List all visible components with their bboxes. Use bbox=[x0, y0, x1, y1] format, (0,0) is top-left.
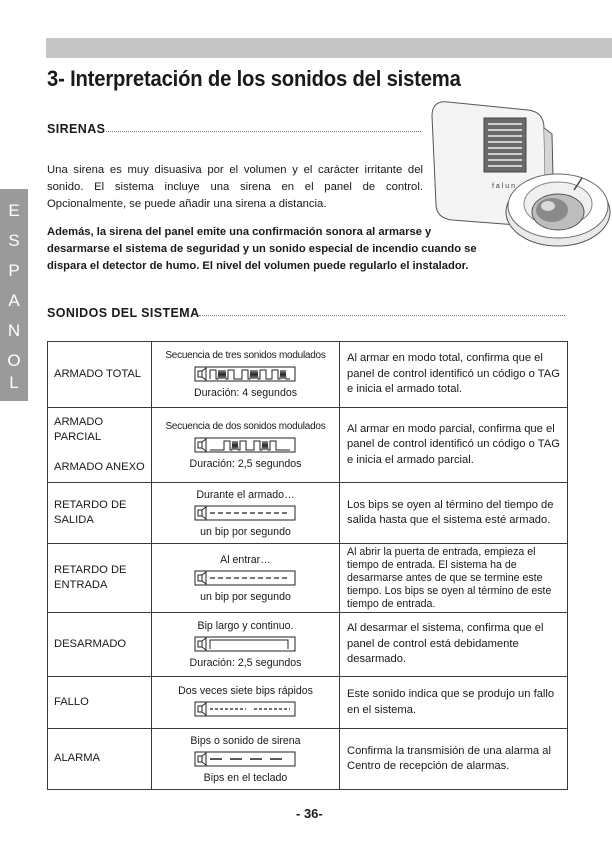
sirenas-paragraph-bold: Además, la sirena del panel emite una confirmación sonora al armarse y desarmarse el sistema de seguridad y un sonido especial de incendio cuando se dispara el detector de humo. El nivel del volumen puede regularlo el instalador. bbox=[47, 226, 477, 272]
table-row bbox=[48, 729, 568, 790]
table-row bbox=[48, 544, 568, 613]
table-row bbox=[48, 613, 568, 677]
sound-pattern-caption: Dos veces siete bips rápidos bbox=[178, 685, 313, 697]
system-sounds-table bbox=[47, 341, 568, 790]
side-tab-letter: O bbox=[7, 351, 21, 370]
sound-mode: ALARMA bbox=[48, 729, 152, 790]
sound-pattern-caption: Secuencia de tres sonidos modulados bbox=[165, 350, 326, 361]
sirenas-leader-dots bbox=[106, 131, 421, 132]
sound-pattern-duration: Duración: 2,5 segundos bbox=[189, 457, 302, 470]
sound-mode: RETARDO DE SALIDA bbox=[48, 483, 152, 544]
sound-mode-secondary: ARMADO ANEXO bbox=[54, 460, 145, 473]
page-number: - 36- bbox=[296, 806, 323, 821]
sound-pattern-caption: Bip largo y continuo. bbox=[197, 620, 294, 632]
side-tab-letter: L bbox=[9, 373, 19, 392]
sound-pattern-rate: un bip por segundo bbox=[200, 590, 291, 603]
speaker-siren-icon bbox=[194, 750, 298, 768]
sound-description: Confirma la transmisión de una alarma al Centro de recepción de alarmas. bbox=[340, 729, 568, 790]
remote-siren bbox=[506, 174, 610, 246]
sound-pattern-duration: Duración: 2,5 segundos bbox=[189, 657, 302, 669]
sound-pattern-cell bbox=[152, 613, 340, 677]
sound-mode: RETARDO DE ENTRADA bbox=[48, 544, 152, 613]
language-side-tab bbox=[0, 189, 28, 401]
sound-description: Al armar en modo parcial, confirma que el panel de control identificó un código o TAG e inicia el armado parcial. bbox=[340, 408, 568, 483]
sound-mode: ARMADO PARCIAL bbox=[54, 415, 104, 444]
table-row bbox=[48, 677, 568, 729]
sound-description: Al abrir la puerta de entrada, empieza el tiempo de entrada. El sistema ha de desarmarse antes de que se termine este tiempo. Los bips se oyen al término de este tiempo de entrada. bbox=[340, 544, 568, 613]
sound-pattern-rate: un bip por segundo bbox=[200, 525, 291, 538]
sonidos-leader-dots bbox=[199, 315, 565, 316]
sound-description: Al armar en modo total, confirma que el panel de control identificó un código o TAG e inicia el armado total. bbox=[340, 342, 568, 408]
table-row bbox=[48, 408, 568, 483]
header-bar bbox=[46, 38, 612, 58]
side-tab-letter: E bbox=[8, 201, 20, 220]
speaker-fast-beeps-icon bbox=[194, 700, 298, 718]
sound-mode-cell bbox=[48, 408, 152, 483]
speaker-waveform-icon bbox=[194, 365, 298, 383]
sound-mode: DESARMADO bbox=[48, 613, 152, 677]
side-tab-letter: S bbox=[8, 231, 20, 250]
table-row bbox=[48, 342, 568, 408]
speaker-beep-icon bbox=[194, 504, 298, 522]
speaker-continuous-icon bbox=[194, 635, 298, 653]
page-title: 3- Interpretación de los sonidos del sistema bbox=[47, 66, 461, 91]
sound-pattern-caption: Al entrar… bbox=[220, 553, 271, 566]
sound-mode: FALLO bbox=[48, 677, 152, 729]
sound-pattern-caption: Bips o sonido de sirena bbox=[190, 734, 301, 747]
sound-pattern-cell bbox=[152, 677, 340, 729]
sound-pattern-cell bbox=[152, 408, 340, 483]
sound-mode: ARMADO TOTAL bbox=[48, 342, 152, 408]
sound-pattern-cell bbox=[152, 544, 340, 613]
sound-description: Este sonido indica que se produjo un fallo en el sistema. bbox=[340, 677, 568, 729]
sound-description: Los bips se oyen al término del tiempo de salida hasta que el sistema esté armado. bbox=[340, 483, 568, 544]
sound-pattern-cell bbox=[152, 483, 340, 544]
table-row bbox=[48, 483, 568, 544]
panel-brand-text: f a l u n bbox=[492, 183, 515, 190]
sound-pattern-caption: Durante el armado… bbox=[196, 488, 295, 501]
side-tab-letter: N bbox=[7, 321, 21, 340]
speaker-waveform-icon bbox=[194, 436, 298, 454]
speaker-beep-icon bbox=[194, 569, 298, 587]
sound-pattern-caption: Secuencia de dos sonidos modulados bbox=[165, 420, 326, 432]
sound-pattern-duration: Duración: 4 segundos bbox=[193, 387, 298, 399]
side-tab-letter: P bbox=[8, 261, 20, 280]
sound-pattern-cell bbox=[152, 729, 340, 790]
sound-description: Al desarmar el sistema, confirma que el panel de control está debidamente desarmado. bbox=[340, 613, 568, 677]
sound-pattern-cell bbox=[152, 342, 340, 408]
sirenas-heading: SIRENAS bbox=[47, 122, 106, 136]
sirenas-paragraph: Una sirena es muy disuasiva por el volumen y el carácter irritante del sonido. El sistema incluye una sirena en el panel de control. Opcionalmente, se puede añadir una sirena a distancia. bbox=[47, 164, 423, 210]
side-tab-letter: A bbox=[8, 291, 20, 310]
control-panel-and-siren-illustration bbox=[418, 94, 612, 250]
sound-pattern-note: Bips en el teclado bbox=[203, 771, 288, 784]
sonidos-heading: SONIDOS DEL SISTEMA bbox=[47, 306, 200, 320]
